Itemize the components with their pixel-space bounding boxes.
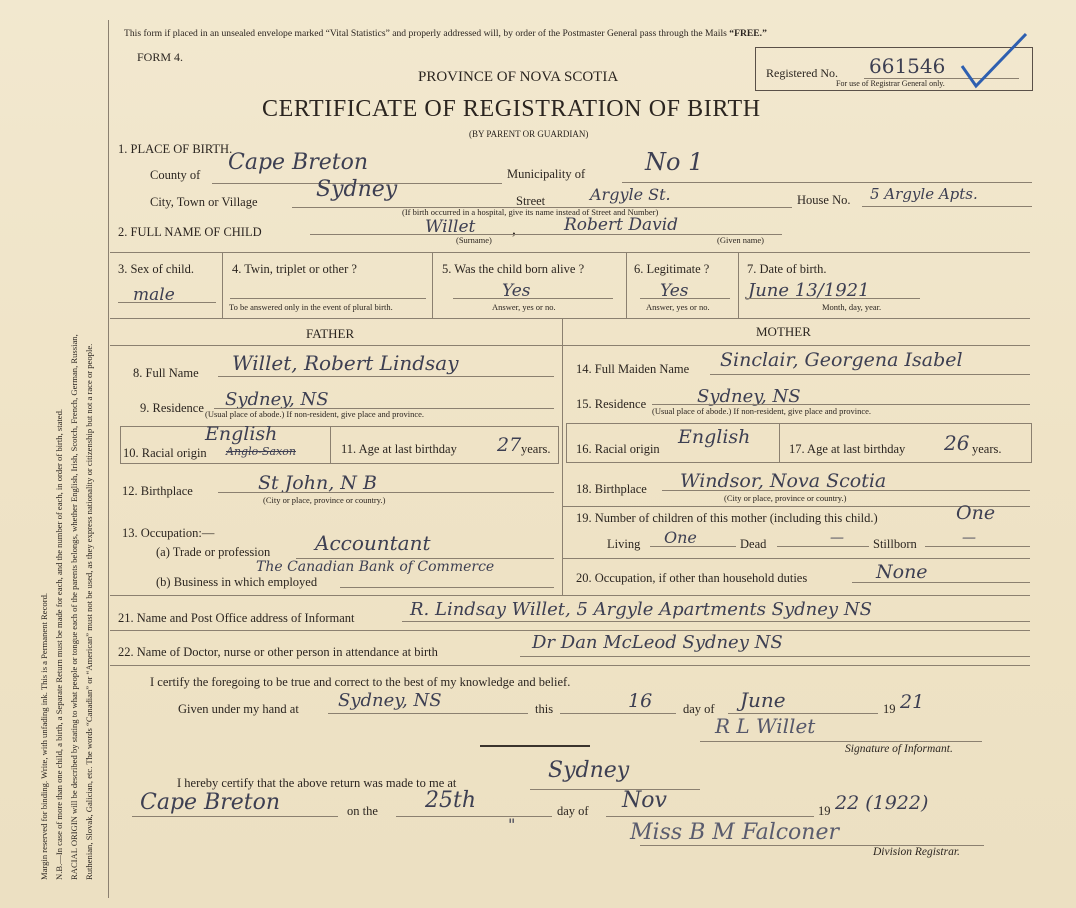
registrar-county-underline	[132, 816, 338, 817]
mother-racial-label: 16. Racial origin	[576, 442, 660, 456]
date-of-birth-value: June 13/1921	[748, 280, 870, 301]
city-value: Sydney	[316, 177, 398, 202]
given-day-of-label: day of	[683, 702, 715, 716]
registrar-place: Sydney	[548, 758, 630, 783]
registrar-day-underline	[396, 816, 552, 817]
mother-age-unit: years.	[972, 442, 1002, 456]
given-day: 16	[628, 690, 653, 712]
sex-underline	[118, 302, 216, 303]
mother-residence-note: (Usual place of abode.) If non-resident, give place and province.	[652, 406, 872, 416]
mother-living-value: One	[664, 528, 697, 547]
registrar-place-underline	[530, 789, 700, 790]
registered-note: For use of Registrar General only.	[836, 79, 945, 88]
alive-underline	[453, 298, 613, 299]
father-racial-value: English	[205, 423, 278, 445]
twin-underline	[230, 298, 426, 299]
mother-stillborn-value: —	[962, 530, 976, 546]
registrar-day-of-label: day of	[557, 804, 589, 818]
row3-top-rule	[110, 252, 1030, 253]
informant-top-rule	[110, 595, 1030, 596]
registered-number: 661546	[869, 54, 946, 78]
child-surname: Willet	[425, 217, 476, 237]
father-business-underline	[340, 587, 554, 588]
doctor-top-rule	[110, 630, 1030, 631]
row3-bottom-rule	[110, 318, 1030, 319]
surname-note: (Surname)	[456, 235, 492, 245]
certify-top-rule	[110, 665, 1030, 666]
registrar-signature: Miss B M Falconer	[630, 820, 840, 845]
mother-dead-underline	[777, 546, 869, 547]
house-underline	[862, 206, 1032, 207]
child-given-name: Robert David	[564, 215, 679, 235]
given-label: Given under my hand at	[178, 702, 299, 716]
parents-heading-rule	[110, 345, 1030, 346]
father-name-label: 8. Full Name	[133, 366, 199, 380]
father-racial-struck: Anglo-Saxon	[226, 445, 296, 458]
informant-underline	[402, 621, 1030, 622]
informant-label: 21. Name and Post Office address of Informant	[118, 611, 355, 625]
mother-racial-divider	[779, 423, 780, 462]
margin-note-2: N.B.—In case of more than one child, a birth, a Separate Return must be made for each, and the number of each, in order of birth, stated.	[54, 408, 64, 880]
municipality-underline	[622, 182, 1032, 183]
mother-occupation-value: None	[876, 561, 928, 583]
sex-value: male	[133, 285, 175, 305]
legitimate-label: 6. Legitimate ?	[634, 262, 710, 276]
house-label: House No.	[797, 193, 851, 207]
father-heading: FATHER	[306, 326, 355, 341]
mother-heading: MOTHER	[756, 324, 811, 339]
alive-value: Yes	[502, 281, 531, 301]
father-birthplace-note: (City or place, province or country.)	[263, 495, 386, 505]
given-year-prefix: 19	[883, 702, 896, 716]
street-label: Street	[516, 194, 546, 208]
county-label: County of	[150, 168, 201, 182]
province-heading: PROVINCE OF NOVA SCOTIA	[418, 69, 619, 85]
registrar-on-label: on the	[347, 804, 378, 818]
mail-notice	[124, 29, 767, 39]
given-year: 21	[900, 691, 925, 713]
section-separator	[480, 745, 590, 747]
mother-stillborn-underline	[925, 546, 1030, 547]
mother-occupation-rule	[562, 558, 1030, 559]
informant-signature: R L Willet	[715, 714, 816, 738]
place-of-birth-heading: 1. PLACE OF BIRTH.	[118, 142, 233, 156]
mother-name-value: Sinclair, Georgena Isabel	[720, 349, 963, 371]
registrar-month-underline	[606, 816, 814, 817]
mother-racial-value: English	[678, 426, 751, 448]
mother-children-value: One	[956, 502, 996, 524]
row3-divider-2	[432, 252, 433, 318]
date-of-birth-label: 7. Date of birth.	[747, 262, 827, 276]
father-name-underline	[218, 376, 554, 377]
doctor-value: Dr Dan McLeod Sydney NS	[532, 632, 783, 653]
mother-children-label: 19. Number of children of this mother (including this child.)	[576, 511, 878, 525]
house-value: 5 Argyle Apts.	[870, 185, 978, 203]
registrar-day: 25th	[425, 788, 477, 813]
twin-note: To be answered only in the event of plural birth.	[229, 302, 393, 312]
legitimate-value: Yes	[660, 281, 689, 301]
sex-label: 3. Sex of child.	[118, 262, 195, 276]
municipality-label: Municipality of	[507, 167, 586, 181]
mother-age-value: 26	[944, 431, 970, 455]
mother-age-label: 17. Age at last birthday	[789, 442, 906, 456]
father-age-label: 11. Age at last birthday	[341, 442, 457, 456]
given-place: Sydney, NS	[338, 690, 442, 711]
county-value: Cape Breton	[228, 150, 369, 175]
father-birthplace-value: St John, N B	[258, 472, 377, 494]
hospital-note: (If birth occurred in a hospital, give its name instead of Street and Number)	[402, 207, 659, 217]
father-business-label: (b) Business in which employed	[156, 575, 318, 589]
mail-notice-text: This form if placed in an unsealed envelope marked “Vital Statistics” and properly addressed will, by order of the Postmaster General pass through the Mails	[124, 28, 727, 39]
child-name-label: 2. FULL NAME OF CHILD	[118, 225, 262, 239]
registrar-county: Cape Breton	[140, 790, 281, 815]
mother-birthplace-value: Windsor, Nova Scotia	[680, 470, 887, 492]
mother-residence-value: Sydney, NS	[697, 386, 801, 407]
margin-note-1: Margin reserved for binding. Write, with unfading ink. This is a Permanent Record.	[39, 592, 49, 880]
mother-birthplace-label: 18. Birthplace	[576, 482, 647, 496]
mother-living-label: Living	[607, 537, 641, 551]
father-birthplace-label: 12. Birthplace	[122, 484, 193, 498]
mother-birthplace-underline	[662, 490, 1030, 491]
doctor-underline	[520, 656, 1030, 657]
row3-divider-4	[738, 252, 739, 318]
registrar-year-prefix: 19	[818, 804, 831, 818]
registrar-year: 22 (1922)	[835, 792, 929, 814]
mother-name-label: 14. Full Maiden Name	[576, 362, 690, 376]
informant-signature-underline	[700, 741, 982, 742]
father-trade-label: (a) Trade or profession	[156, 545, 271, 559]
parents-divider	[562, 318, 563, 595]
registrar-statement: I hereby certify that the above return was made to me at	[177, 776, 457, 790]
date-note: Month, day, year.	[822, 302, 882, 312]
mail-notice-free: “FREE.”	[729, 28, 767, 39]
mother-residence-underline	[652, 404, 1030, 405]
mother-stillborn-label: Stillborn	[873, 537, 917, 551]
given-place-underline	[328, 713, 528, 714]
row3-divider-3	[626, 252, 627, 318]
given-month: June	[740, 688, 786, 712]
municipality-value: No 1	[645, 148, 704, 176]
registered-label: Registered No.	[766, 66, 838, 80]
mother-living-underline	[650, 546, 736, 547]
father-residence-value: Sydney, NS	[225, 389, 329, 410]
certificate-title: CERTIFICATE OF REGISTRATION OF BIRTH	[262, 96, 761, 122]
mother-dead-label: Dead	[740, 537, 767, 551]
father-trade-value: Accountant	[315, 531, 431, 555]
certificate-subtitle: (BY PARENT OR GUARDIAN)	[469, 129, 589, 139]
legitimate-underline	[640, 298, 730, 299]
informant-signature-label: Signature of Informant.	[845, 743, 953, 755]
child-name-comma: ,	[512, 221, 516, 238]
mother-occupation-underline	[852, 582, 1030, 583]
given-name-note: (Given name)	[717, 235, 764, 245]
row3-divider-1	[222, 252, 223, 318]
father-residence-note: (Usual place of abode.) If non-resident, give place and province.	[205, 409, 425, 419]
father-occupation-label: 13. Occupation:—	[122, 526, 215, 540]
legitimate-note: Answer, yes or no.	[646, 302, 710, 312]
father-age-value: 27	[497, 434, 522, 456]
alive-note: Answer, yes or no.	[492, 302, 556, 312]
father-name-value: Willet, Robert Lindsay	[232, 351, 459, 375]
mother-birthplace-note: (City or place, province or country.)	[724, 493, 847, 503]
father-residence-label: 9. Residence	[140, 401, 204, 415]
binding-margin-line	[108, 20, 109, 898]
father-birthplace-underline	[218, 492, 554, 493]
city-label: City, Town or Village	[150, 195, 258, 209]
mother-occupation-label: 20. Occupation, if other than household duties	[576, 571, 808, 585]
margin-note-3: RACIAL ORIGIN will be described by stating to what people or tongue each of the parents belongs, whether English, Irish, Scotch, French, German, Russian,	[69, 334, 79, 880]
alive-label: 5. Was the child born alive ?	[442, 262, 585, 276]
father-racial-divider	[330, 426, 331, 463]
twin-label: 4. Twin, triplet or other ?	[232, 262, 357, 276]
form-number: FORM 4.	[137, 50, 184, 64]
father-business-value: The Canadian Bank of Commerce	[256, 559, 495, 575]
registrar-month: Nov	[622, 788, 667, 813]
doctor-label: 22. Name of Doctor, nurse or other person in attendance at birth	[118, 645, 438, 659]
registrar-signature-label: Division Registrar.	[873, 846, 960, 858]
mother-dead-value: —	[830, 530, 844, 546]
child-name-underline	[310, 234, 782, 235]
father-racial-label: 10. Racial origin	[123, 446, 207, 460]
margin-note-4: Ruthenian, Slovak, Galician, etc. The words “Canadian” or “American” must not be used, as they express nationality or citizenship but not a race or people.	[84, 343, 94, 880]
ditto-mark: "	[508, 815, 516, 834]
mother-residence-label: 15. Residence	[576, 397, 647, 411]
given-this-label: this	[535, 702, 554, 716]
informant-value: R. Lindsay Willet, 5 Argyle Apartments Sydney NS	[410, 599, 872, 620]
mother-name-underline	[710, 374, 1030, 375]
certify-statement: I certify the foregoing to be true and correct to the best of my knowledge and belief.	[150, 675, 571, 689]
check-mark-icon	[960, 30, 1030, 92]
date-underline	[745, 298, 920, 299]
street-value: Argyle St.	[590, 185, 671, 204]
father-age-unit: years.	[521, 442, 551, 456]
given-day-underline	[560, 713, 676, 714]
